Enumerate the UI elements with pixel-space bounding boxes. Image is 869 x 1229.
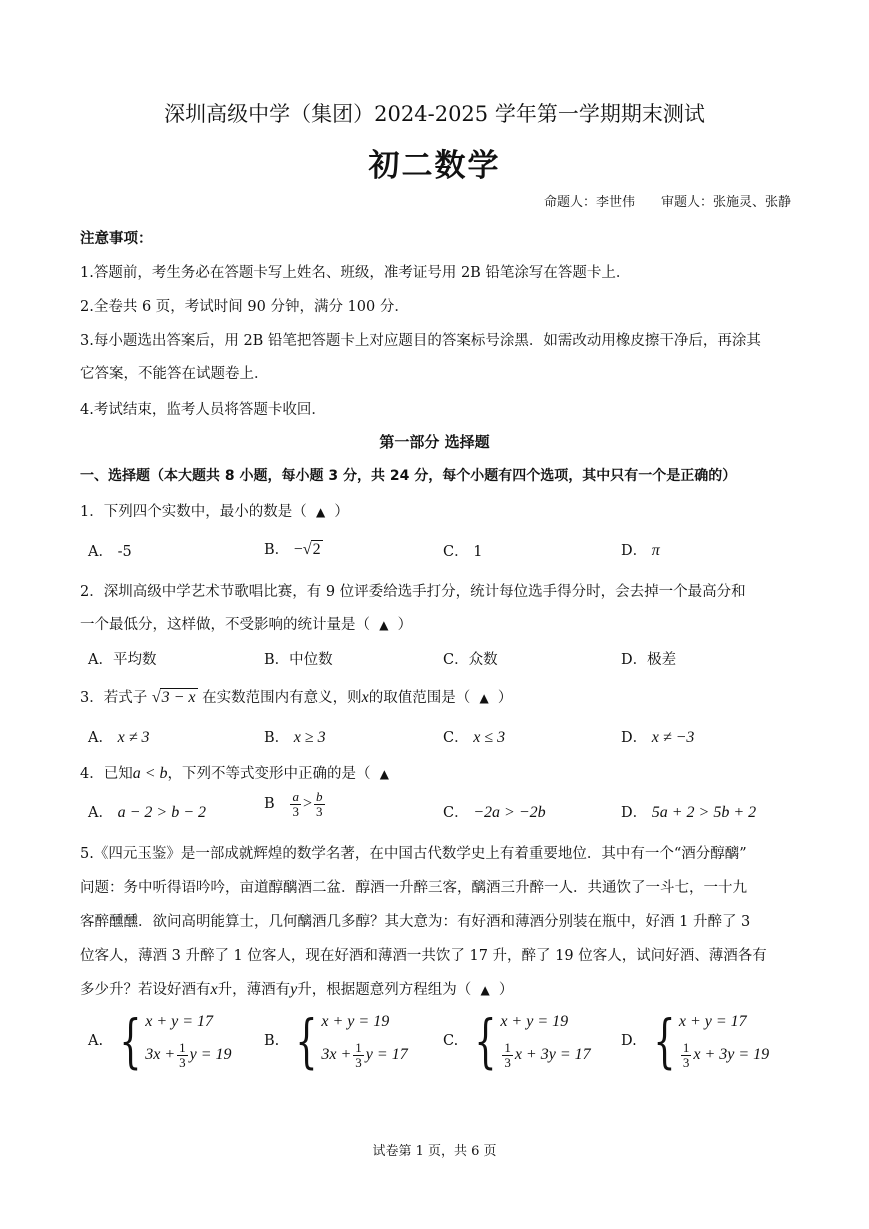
option-label: D． bbox=[621, 730, 648, 746]
q3-option-c bbox=[443, 726, 505, 747]
radicand: 2 bbox=[312, 541, 321, 558]
q3-option-d bbox=[621, 726, 694, 747]
numerator: a bbox=[292, 789, 299, 804]
equation-2 bbox=[500, 1041, 590, 1069]
operator: > bbox=[302, 795, 313, 813]
q3-stem-pre: 3．若式子 bbox=[80, 690, 148, 706]
q5-line-5-end: ） bbox=[498, 982, 514, 998]
exam-authors bbox=[544, 191, 791, 210]
variable-x: x bbox=[210, 981, 218, 998]
option-value: x ≠ 3 bbox=[117, 729, 150, 746]
fraction bbox=[177, 1041, 188, 1069]
option-value: −2a > −2b bbox=[473, 804, 546, 821]
q4-stem-post: ，下列不等式变形中正确的是（ bbox=[167, 766, 371, 782]
denominator: 3 bbox=[292, 803, 299, 819]
option-value: x ≤ 3 bbox=[473, 729, 506, 746]
q1-option-d bbox=[621, 539, 660, 560]
q2-option-a: A．平均数 bbox=[88, 652, 157, 668]
eq-part: 3x + bbox=[321, 1045, 352, 1063]
q5-line-5-mid: 升，薄酒有 bbox=[217, 982, 291, 998]
q4-stem-pre: 4．已知 bbox=[80, 766, 133, 782]
q5-option-d bbox=[621, 1007, 770, 1075]
denominator: 3 bbox=[682, 1054, 690, 1070]
equation-1: x + y = 17 bbox=[678, 1012, 747, 1030]
q3-option-b bbox=[264, 726, 326, 747]
numerator: 1 bbox=[355, 1039, 362, 1055]
q4-stem bbox=[80, 762, 389, 783]
equation-2 bbox=[145, 1041, 231, 1069]
q5-line-2: 问题：务中听得语吟吟，亩道醇醨酒二盆．醇酒一升醉三客，醨酒三升醉一人．共通饮了一斗七，一十九 bbox=[80, 880, 747, 896]
numerator: 1 bbox=[179, 1039, 186, 1055]
answer-blank-triangle-icon: ▲ bbox=[315, 505, 326, 519]
equation-system bbox=[467, 1007, 591, 1075]
notice-item-2: 2.全卷共 6 页，考试时间 90 分钟，满分 100 分． bbox=[80, 299, 409, 315]
q3-option-a bbox=[88, 726, 149, 747]
option-label: C. bbox=[443, 1033, 459, 1049]
minus-sign: − bbox=[293, 541, 303, 558]
q2-option-c: C．众数 bbox=[443, 652, 498, 668]
q5-line-5-post: 升，根据题意列方程组为（ bbox=[297, 982, 472, 998]
variable: x bbox=[361, 689, 369, 706]
fraction bbox=[314, 790, 325, 818]
q4-option-a bbox=[88, 801, 206, 822]
option-label: C． bbox=[443, 544, 469, 560]
notice-item-1: 1.答题前，考生务必在答题卡写上姓名、班级，准考证号用 2B 铅笔涂写在答题卡上． bbox=[80, 265, 631, 281]
option-value: x ≥ 3 bbox=[293, 729, 326, 746]
q2-line-1: 2．深圳高级中学艺术节歌唱比赛，有 9 位评委给选手打分，统计每位选手得分时，会去掉一个最高分和 bbox=[80, 584, 746, 600]
notice-item-3: 3.每小题选出答案后，用 2B 铅笔把答题卡上对应题目的答案标号涂黑．如需改动用橡皮擦干净后，再涂其 bbox=[80, 333, 761, 349]
q3-stem-mid: 在实数范围内有意义，则 bbox=[202, 690, 362, 706]
q5-option-c bbox=[443, 1007, 591, 1075]
equations bbox=[321, 1013, 407, 1069]
denominator: 3 bbox=[316, 803, 323, 819]
q5-line-3: 客醉醺醺．欲问高明能算士，几何醨酒几多醇？其大意为：有好酒和薄酒分别装在瓶中，好酒 1 升醉了 3 bbox=[80, 914, 751, 930]
answer-blank-triangle-icon: ▲ bbox=[480, 983, 490, 997]
q4-option-d bbox=[621, 801, 756, 822]
q5-option-b bbox=[264, 1007, 408, 1075]
reviewer-text: 审题人：张施灵、张静 bbox=[660, 195, 791, 210]
denominator: 3 bbox=[179, 1054, 186, 1070]
condition: a < b bbox=[132, 765, 168, 782]
brace-icon: { bbox=[295, 1007, 319, 1075]
author-text: 命题人：李世伟 bbox=[543, 195, 635, 210]
answer-blank-triangle-icon: ▲ bbox=[479, 691, 489, 705]
option-value: π bbox=[651, 542, 660, 559]
q1-stem-text: 1．下列四个实数中，最小的数是（ bbox=[80, 504, 307, 520]
exam-subject: 初二数学 bbox=[368, 148, 501, 184]
notice-item-3-cont: 它答案，不能答在试题卷上． bbox=[80, 366, 269, 382]
eq-part: y = 17 bbox=[365, 1045, 408, 1063]
part1-heading: 第一部分 选择题 bbox=[379, 433, 490, 451]
equation-2 bbox=[679, 1041, 769, 1069]
answer-blank-triangle-icon: ▲ bbox=[379, 618, 389, 632]
option-label: B． bbox=[264, 542, 290, 558]
denominator: 3 bbox=[504, 1054, 511, 1070]
q1-option-a bbox=[88, 540, 132, 561]
q2-line-2 bbox=[80, 613, 412, 634]
q2-line-2-end: ） bbox=[397, 617, 413, 633]
q3-stem-end: ） bbox=[497, 690, 513, 706]
numerator: 1 bbox=[504, 1039, 511, 1055]
q5-line-4: 位客人，薄酒 3 升醉了 1 位客人，现在好酒和薄酒一共饮了 17 升，醉了 19 位客人，试问好酒、薄酒各有 bbox=[80, 948, 767, 964]
option-label: D． bbox=[621, 805, 648, 821]
q4-option-b bbox=[264, 790, 327, 818]
option-value: 5a + 2 > 5b + 2 bbox=[651, 804, 757, 821]
q2-option-b: B．中位数 bbox=[264, 652, 333, 668]
equation-1: x + y = 19 bbox=[321, 1012, 390, 1030]
option-label: A. bbox=[88, 1033, 104, 1049]
q1-option-c bbox=[443, 540, 482, 561]
option-label: A． bbox=[88, 730, 113, 746]
option-label: A． bbox=[88, 544, 113, 560]
numerator: b bbox=[316, 789, 323, 804]
equation-system bbox=[646, 1007, 770, 1075]
option-label: B. bbox=[264, 1033, 280, 1049]
sqrt-symbol: √ bbox=[151, 689, 161, 706]
option-label: B． bbox=[264, 730, 290, 746]
option-label: A． bbox=[88, 805, 113, 821]
brace-icon: { bbox=[474, 1007, 497, 1075]
equation-system bbox=[112, 1007, 232, 1075]
exam-title: 深圳高级中学（集团）2024-2025 学年第一学期期末测试 bbox=[164, 102, 705, 126]
option-value: a − 2 > b − 2 bbox=[117, 804, 206, 821]
q5-line-1: 5.《四元玉鉴》是一部成就辉煌的数学名著，在中国古代数学史上有着重要地位．其中有一个“酒分醇醨” bbox=[80, 846, 747, 862]
option-label: B bbox=[264, 796, 275, 813]
sqrt-symbol: √ bbox=[302, 541, 312, 558]
fraction bbox=[681, 1041, 692, 1069]
equations bbox=[679, 1013, 769, 1069]
q1-stem bbox=[80, 500, 349, 521]
answer-blank-triangle-icon: ▲ bbox=[379, 767, 389, 781]
numerator: 1 bbox=[682, 1039, 690, 1055]
q3-stem-post: 的取值范围是（ bbox=[368, 690, 471, 706]
eq-part: y = 19 bbox=[189, 1045, 232, 1063]
option-label: C． bbox=[443, 805, 469, 821]
eq-part: x + 3y = 17 bbox=[514, 1045, 591, 1063]
equation-1: x + y = 19 bbox=[500, 1012, 569, 1030]
q5-option-a bbox=[88, 1007, 232, 1075]
equations bbox=[145, 1013, 231, 1069]
variable-y: y bbox=[290, 981, 298, 998]
q5-line-5-pre: 多少升？若设好酒有 bbox=[80, 982, 211, 998]
q3-stem bbox=[80, 686, 512, 707]
fraction bbox=[353, 1041, 364, 1069]
notice-heading: 注意事项： bbox=[80, 231, 153, 247]
option-label: D. bbox=[621, 1033, 637, 1049]
q1-option-b bbox=[264, 538, 323, 559]
q2-option-d: D．极差 bbox=[621, 652, 677, 668]
q2-line-2-text: 一个最低分，这样做，不受影响的统计量是（ bbox=[80, 617, 370, 633]
equation-1: x + y = 17 bbox=[145, 1012, 214, 1030]
notice-item-4: 4.考试结束，监考人员将答题卡收回． bbox=[80, 402, 326, 418]
option-label: C． bbox=[443, 730, 469, 746]
brace-icon: { bbox=[119, 1007, 142, 1075]
eq-part: 3x + bbox=[145, 1045, 176, 1063]
option-value: 1 bbox=[473, 544, 483, 560]
fraction bbox=[502, 1041, 513, 1069]
fraction bbox=[290, 790, 301, 818]
equation-2 bbox=[321, 1041, 407, 1069]
equations bbox=[500, 1013, 590, 1069]
eq-part: x + 3y = 19 bbox=[693, 1045, 770, 1063]
denominator: 3 bbox=[355, 1054, 362, 1070]
q1-stem-end: ） bbox=[334, 504, 349, 520]
q4-option-c bbox=[443, 801, 546, 822]
option-value: -5 bbox=[117, 544, 132, 560]
equation-system bbox=[288, 1007, 408, 1075]
section-heading: 一、选择题（本大题共 8 小题，每小题 3 分，共 24 分，每个小题有四个选项，其中只有一个是正确的） bbox=[80, 468, 737, 484]
q5-line-5 bbox=[80, 978, 513, 999]
option-value: x ≠ −3 bbox=[651, 729, 695, 746]
radicand: 3 − x bbox=[161, 689, 196, 706]
brace-icon: { bbox=[653, 1007, 676, 1075]
page-footer: 试卷第 1 页，共 6 页 bbox=[372, 1144, 497, 1159]
option-label: D． bbox=[621, 543, 648, 559]
